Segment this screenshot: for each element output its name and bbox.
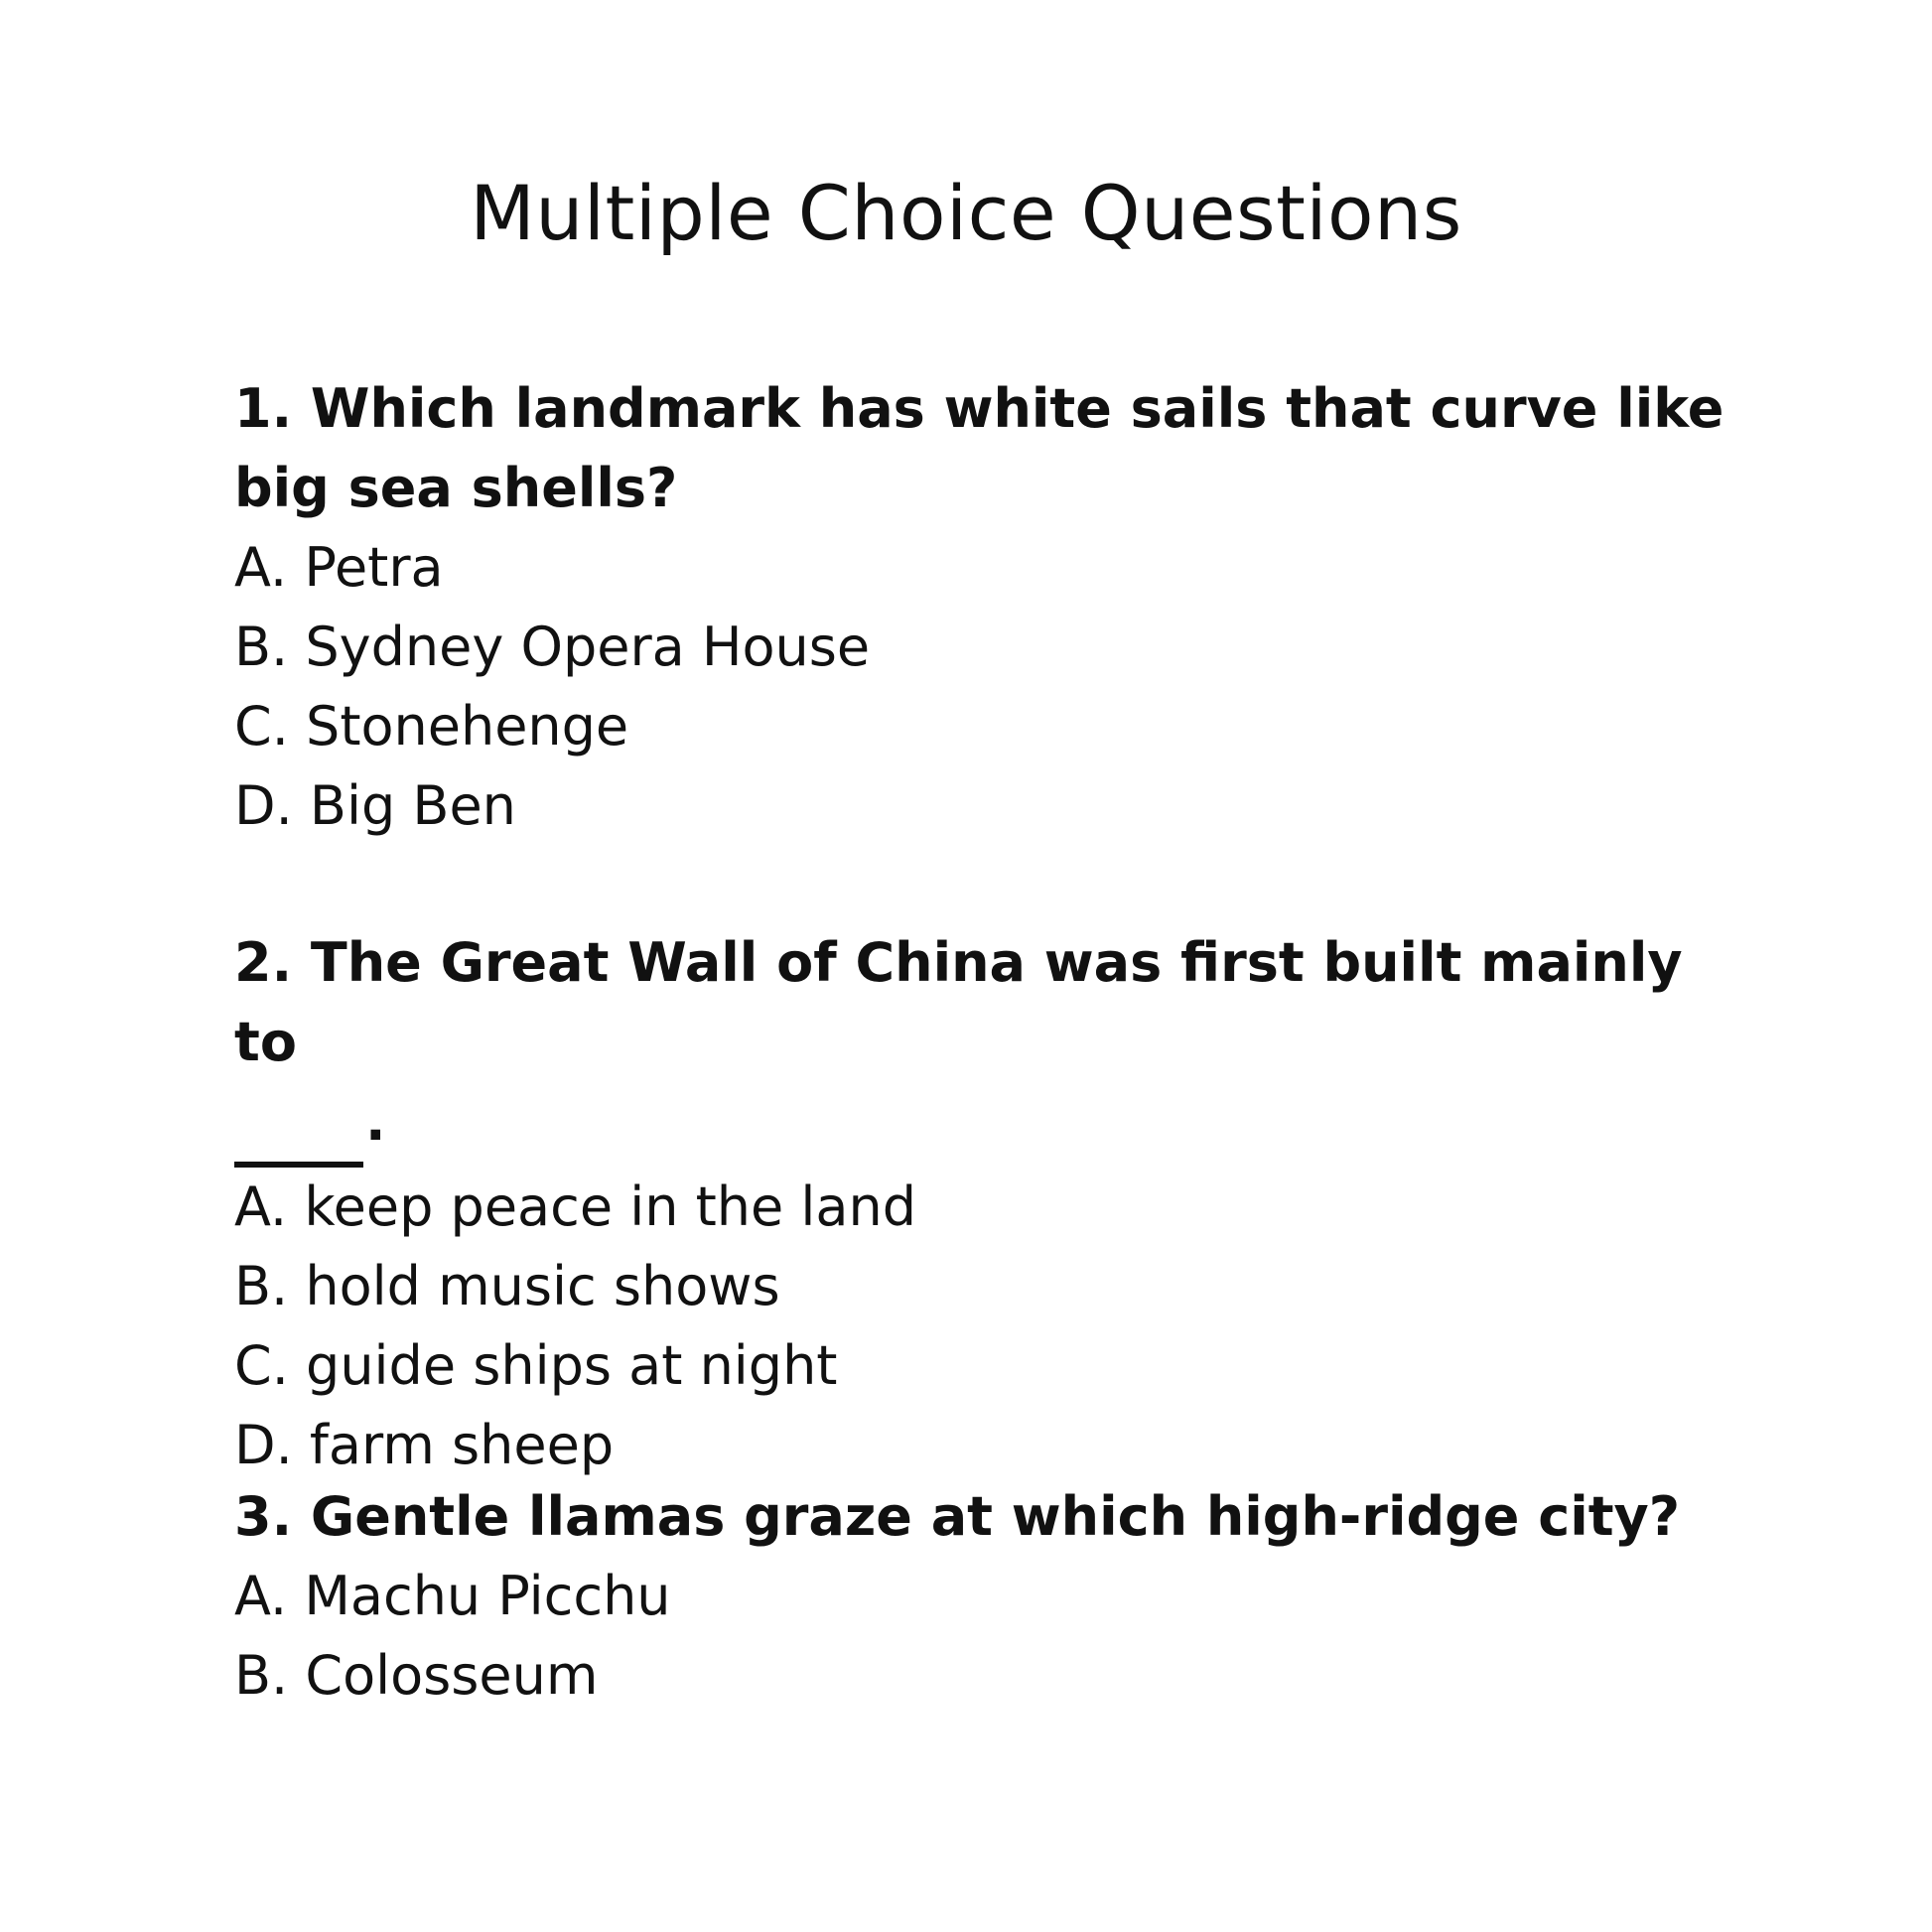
option-c: C. guide ships at night xyxy=(234,1334,838,1397)
question-text: 1. Which landmark has white sails that curve like big sea shells? xyxy=(234,377,1725,519)
page-title: Multiple Choice Questions xyxy=(470,169,1462,257)
question-text: 2. The Great Wall of China was first built mainly to xyxy=(234,931,1683,1073)
answer-blank-line xyxy=(234,1082,1763,1168)
question-1 xyxy=(234,369,1763,846)
option-a: A. Petra xyxy=(234,536,444,599)
option-d: D. Big Ben xyxy=(234,774,516,837)
question-3 xyxy=(234,1477,1763,1716)
blank-suffix: . xyxy=(365,1090,386,1153)
option-c: C. Stonehenge xyxy=(234,695,629,758)
question-2 xyxy=(234,923,1763,1485)
option-b: B. hold music shows xyxy=(234,1255,780,1317)
option-b: B. Sydney Opera House xyxy=(234,616,871,678)
option-d: D. farm sheep xyxy=(234,1414,615,1476)
question-text: 3. Gentle llamas graze at which high-ridge city? xyxy=(234,1485,1681,1548)
option-b: B. Colosseum xyxy=(234,1644,599,1707)
option-a: A. keep peace in the land xyxy=(234,1175,916,1238)
option-a: A. Machu Picchu xyxy=(234,1565,671,1627)
blank-underline xyxy=(234,1082,363,1168)
